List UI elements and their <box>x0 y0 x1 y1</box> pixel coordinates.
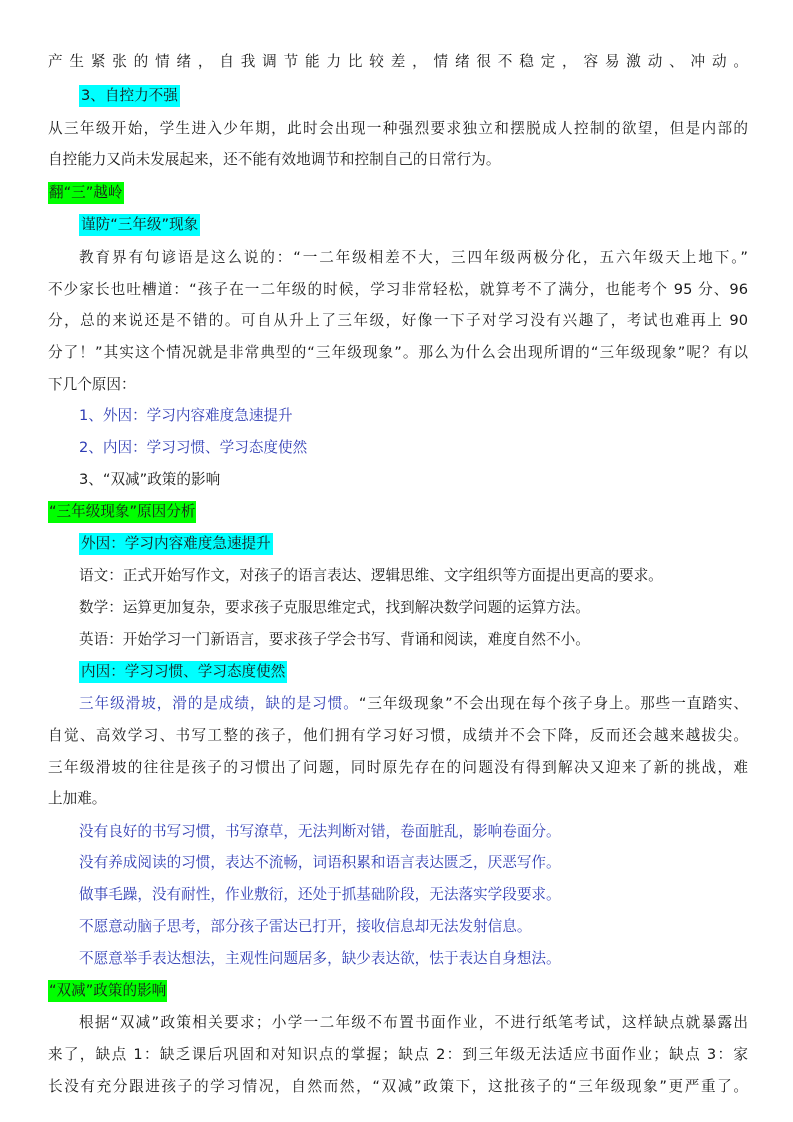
text-span: 产生紧张的情绪，自我调节能力比较差，情绪很不稳定，容易激动、冲动。 <box>48 53 748 70</box>
paragraph-line <box>79 694 748 714</box>
section-heading <box>48 981 748 1001</box>
paragraph-line: 数学：运算更加复杂，要求孩子克服思维定式，找到解决数学问题的运算方法。 <box>79 599 590 616</box>
paragraph-line: 从三年级开始，学生进入少年期，此时会出现一种强烈要求独立和摆脱成人控制的欲望，但是内部的 <box>48 120 748 137</box>
list-item: 做事毛躁，没有耐性，作业敷衍，还处于抓基础阶段，无法落实学段要求。 <box>79 886 561 903</box>
subheading-highlight: 内因：学习习惯、学习态度使然 <box>79 661 287 683</box>
paragraph-line: 不少家长也吐槽道：“孩子在一二年级的时候，学习非常轻松，就算考不了满分，也能考个 95 分、96 <box>48 281 748 298</box>
section-heading <box>48 502 748 522</box>
paragraph-line: 三年级滑坡的往往是孩子的习惯出了问题，同时原先存在的问题没有得到解决又迎来了新的挑战，难 <box>48 759 748 776</box>
paragraph-line: 教育界有句谚语是这么说的：“一二年级相差不大，三四年级两极分化，五六年级天上地下。” <box>79 249 748 266</box>
paragraph-line: 分了！”其实这个情况就是非常典型的“三年级现象”。那么为什么会出现所谓的“三年级现象”呢？有以 <box>48 344 748 361</box>
paragraph-line <box>48 52 748 72</box>
subheading <box>79 534 779 554</box>
paragraph-line: 自觉、高效学习、书写工整的孩子，他们拥有学习好习惯，成绩并不会下降，反而还会越来越拔尖。 <box>48 727 748 744</box>
paragraph-line: 语文：正式开始写作文，对孩子的语言表达、逻辑思维、文字组织等方面提出更高的要求。 <box>79 567 663 584</box>
text-span: “三年级现象”不会出现在每个孩子身上。那些一直踏实、 <box>358 695 748 712</box>
section-heading-highlight: 翻“三”越岭 <box>48 182 124 204</box>
paragraph-line: 来了，缺点 1：缺乏课后巩固和对知识点的掌握；缺点 2：到三年级无法适应书面作业；缺点 3：家 <box>48 1046 748 1063</box>
list-item: 不愿意动脑子思考，部分孩子雷达已打开，接收信息却无法发射信息。 <box>79 918 532 935</box>
list-item: 1、外因：学习内容难度急速提升 <box>79 407 293 424</box>
paragraph-line: 根据“双减”政策相关要求；小学一二年级不布置书面作业，不进行纸笔考试，这样缺点就暴露出 <box>79 1014 748 1031</box>
paragraph-line: 长没有充分跟进孩子的学习情况，自然而然，“双减”政策下，这批孩子的“三年级现象”更严重了。 <box>48 1078 748 1095</box>
paragraph-line: 下几个原因： <box>48 376 136 393</box>
list-item: 没有良好的书写习惯，书写潦草，无法判断对错，卷面脏乱，影响卷面分。 <box>79 823 561 840</box>
list-item: 2、内因：学习习惯、学习态度使然 <box>79 439 308 456</box>
section-heading <box>48 183 748 203</box>
paragraph-line: 英语：开始学习一门新语言，要求孩子学会书写、背诵和阅读，难度自然不小。 <box>79 631 590 648</box>
section-heading-highlight: “三年级现象”原因分析 <box>48 501 196 523</box>
subheading <box>79 215 779 235</box>
subheading <box>79 662 779 682</box>
list-item: 没有养成阅读的习惯，表达不流畅，词语积累和语言表达匮乏，厌恶写作。 <box>79 854 561 871</box>
list-item: 不愿意举手表达想法，主观性问题居多，缺少表达欲，怯于表达自身想法。 <box>79 950 561 967</box>
paragraph-line: 分，总的来说还是不错的。可自从升上了三年级，好像一下子对学习没有兴趣了，考试也难再上 90 <box>48 312 748 329</box>
subheading <box>79 86 779 106</box>
paragraph-line: 自控能力又尚未发展起来，还不能有效地调节和控制自己的日常行为。 <box>48 151 501 168</box>
subheading-highlight: 3、自控力不强 <box>79 85 180 107</box>
emphasis-text: 三年级滑坡，滑的是成绩，缺的是习惯。 <box>79 695 359 712</box>
subheading-highlight: 谨防“三年级”现象 <box>79 214 200 236</box>
subheading-highlight: 外因：学习内容难度急速提升 <box>79 533 273 555</box>
paragraph-line: 上加难。 <box>48 790 107 807</box>
list-item: 3、“双减”政策的影响 <box>79 471 221 488</box>
section-heading-highlight: “双减”政策的影响 <box>48 980 167 1002</box>
